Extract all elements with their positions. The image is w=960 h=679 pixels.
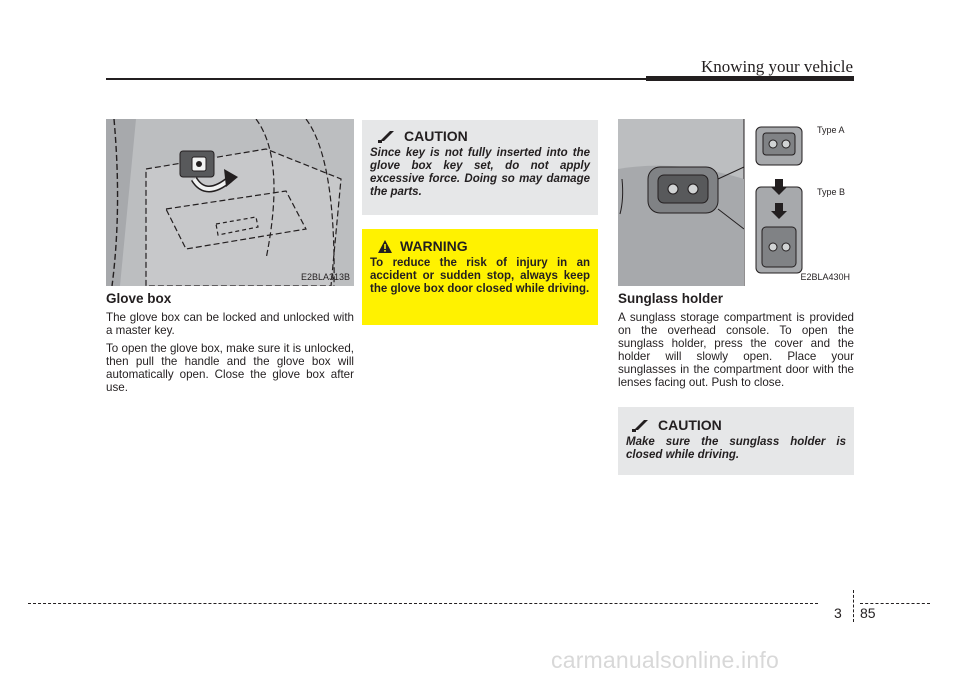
figure-type-a-label: Type A [817,125,845,135]
sunglass-holder-illustration [618,119,854,286]
header-rule [106,78,646,80]
glovebox-title: Glove box [106,291,172,306]
chapter-number: 3 [834,605,842,621]
figure-code-sunglass: E2BLA430H [800,272,850,282]
caution-box-sunglass [618,407,854,475]
footer-dashed-rule [28,603,818,604]
caution2-heading-row [632,417,846,433]
warning-heading: WARNING [400,238,468,254]
warning-text: To reduce the risk of injury in an accident or sudden stop, always keep the glove box door closed while driving. [370,257,590,295]
sunglass-title: Sunglass holder [618,291,724,306]
watermark: carmanualsonline.info [551,647,779,673]
figure-code-glovebox: E2BLA313B [300,272,350,282]
page-header-title: Knowing your vehicle [700,57,853,76]
glovebox-drawing [106,119,354,286]
figure-type-b-label: Type B [817,187,846,197]
glovebox-illustration [106,119,354,286]
caution-pencil-icon [378,129,396,143]
glovebox-paragraph-2: To open the glove box, make sure it is unlocked, then pull the handle and the glove box will automatically open. Close the glove box after use. [106,342,354,394]
warning-heading-row [378,238,590,254]
caution-heading-row [378,128,590,144]
warning-triangle-icon [378,240,392,253]
header-rule-thick [646,76,854,81]
glovebox-paragraph-1: The glove box can be locked and unlocked with a master key. [106,311,354,337]
footer-dashed-rule-right [860,603,930,604]
footer-page-divider [853,590,854,622]
caution-box-key [362,120,598,215]
sunglass-holder-drawing [618,119,854,286]
glovebox-body [106,311,354,399]
warning-box [362,229,598,325]
caution-text: Since key is not fully inserted into the glove box key set, do not apply excessive force. Doing so may damage the parts. [370,147,590,198]
caution2-heading: CAUTION [658,417,722,433]
page-number: 85 [860,605,876,621]
caution2-text: Make sure the sunglass holder is closed while driving. [626,436,846,461]
sunglass-body: A sunglass storage compartment is provided on the overhead console. To open the sunglass holder, press the cover and the holder will slowly open. Place your sunglasses in the compartment door with the lenses facing out. Push to close. [618,311,854,389]
caution2-pencil-icon [632,418,650,432]
caution-heading: CAUTION [404,128,468,144]
